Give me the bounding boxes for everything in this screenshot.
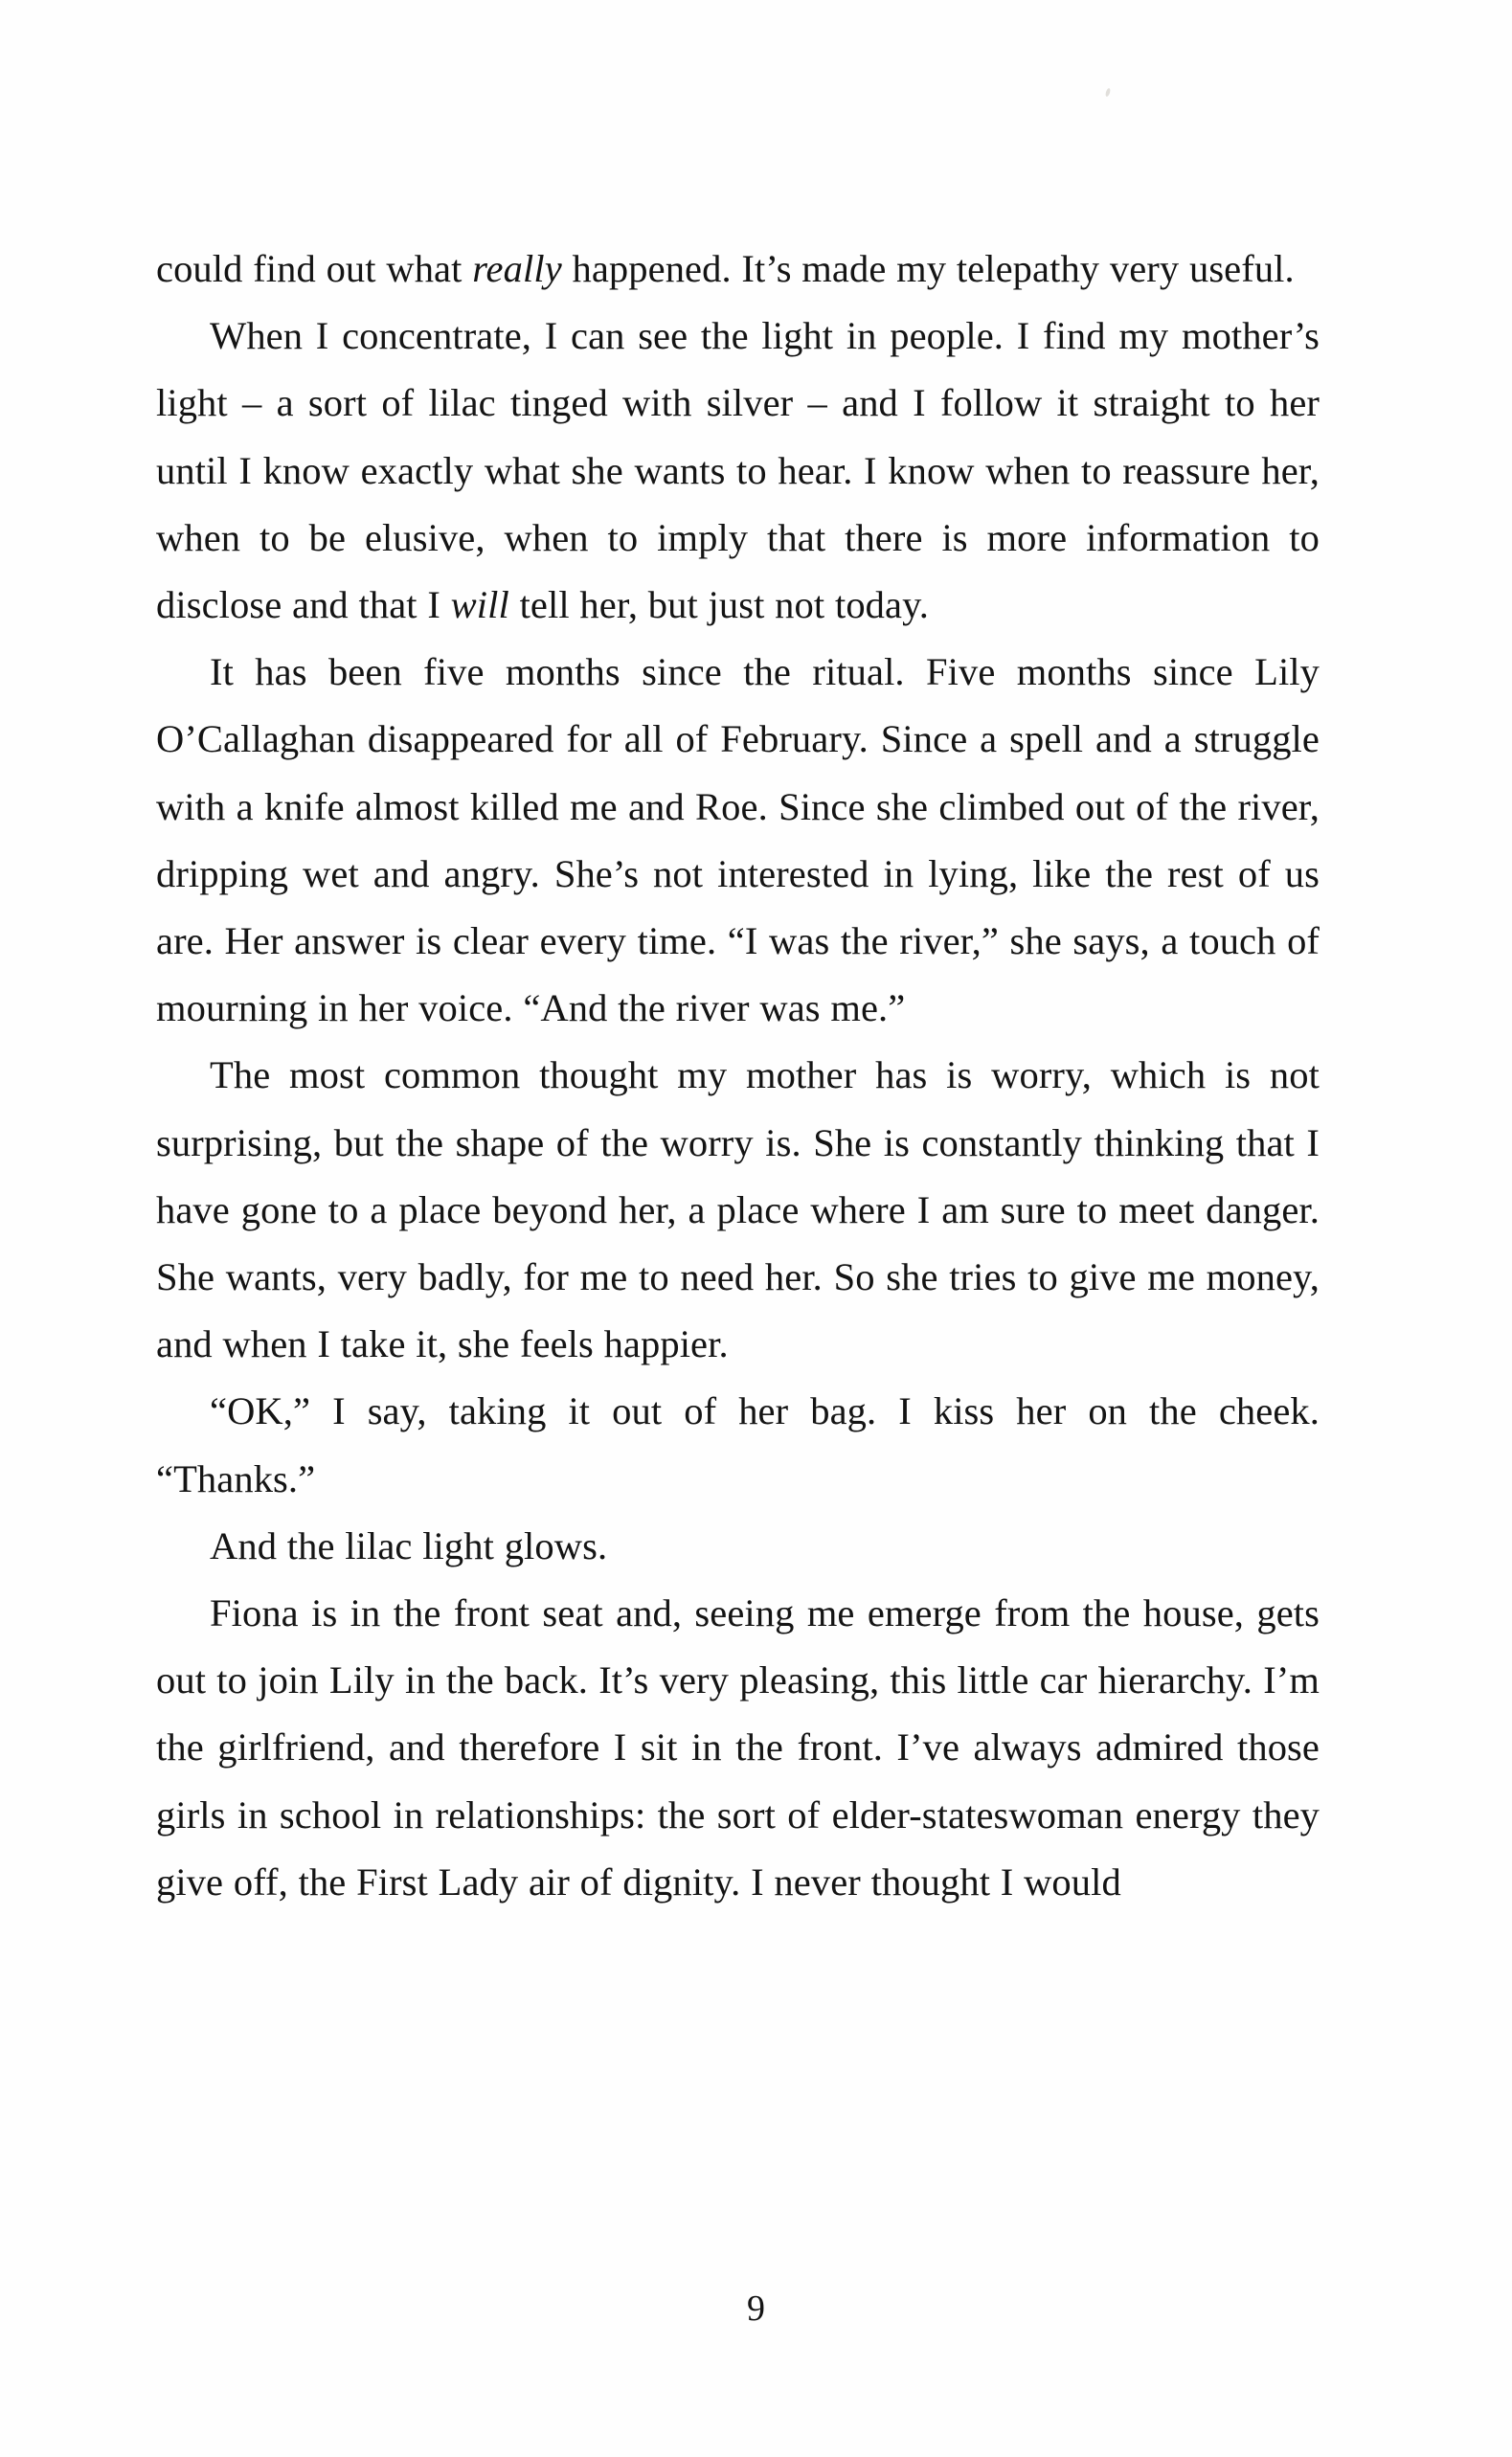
paragraph [156, 1513, 1320, 1580]
body-text: It has been five months since the ritual. Five months since Lily O’Callaghan disappeared for all of February. Since a spell and a struggle with a knife almost killed me and Roe. Since she climbed out of the river, dripping wet and angry. She’s not interested in lying, like the rest of us are. Her answer is clear every time. “I was the river,” she says, a touch of mourning in her voice. “And the river was me.” [156, 650, 1320, 1030]
body-text: When I concentrate, I can see the light in people. I find my mother’s light – a sort of lilac tinged with silver – and I follow it straight to her until I know exactly what she wants to hear. I know when to reassure her, when to be elusive, when to imply that there is more information to disclose and that I [156, 314, 1320, 627]
body-text: could find out what [156, 247, 473, 290]
paragraph [156, 639, 1320, 1042]
body-text: happened. It’s made my telepathy very useful. [561, 247, 1295, 290]
body-text: And the lilac light glows. [210, 1523, 608, 1567]
emphasis-text: will [450, 583, 509, 627]
paragraph [156, 1580, 1320, 1916]
paragraph [156, 1042, 1320, 1378]
body-text: Fiona is in the front seat and, seeing me emerge from the house, gets out to join Lily in the back. It’s very pleasing, this little car hierarchy. I’m the girlfriend, and therefore I sit in the front. I’ve always admired those girls in school in relationships: the sort of elder-stateswoman energy they give off, the First Lady air of dignity. I never thought I would [156, 1591, 1320, 1904]
body-text: tell her, but just not today. [508, 583, 930, 627]
paragraph [156, 303, 1320, 639]
scan-artifact-speck [1105, 88, 1112, 98]
paragraph [156, 236, 1320, 303]
page-number: 9 [747, 2288, 765, 2329]
body-text: “OK,” I say, taking it out of her bag. I kiss her on the cheek. “Thanks.” [156, 1389, 1320, 1500]
page-text-block [156, 236, 1320, 1916]
body-text: The most common thought my mother has is worry, which is not surprising, but the shape of the worry is. She is constantly thinking that I have gone to a place beyond her, a place where I am sure to meet danger. She wants, very badly, for me to need her. So she tries to give me money, and when I take it, she feels happier. [156, 1053, 1320, 1366]
paragraph [156, 1378, 1320, 1512]
emphasis-text: really [472, 247, 562, 290]
